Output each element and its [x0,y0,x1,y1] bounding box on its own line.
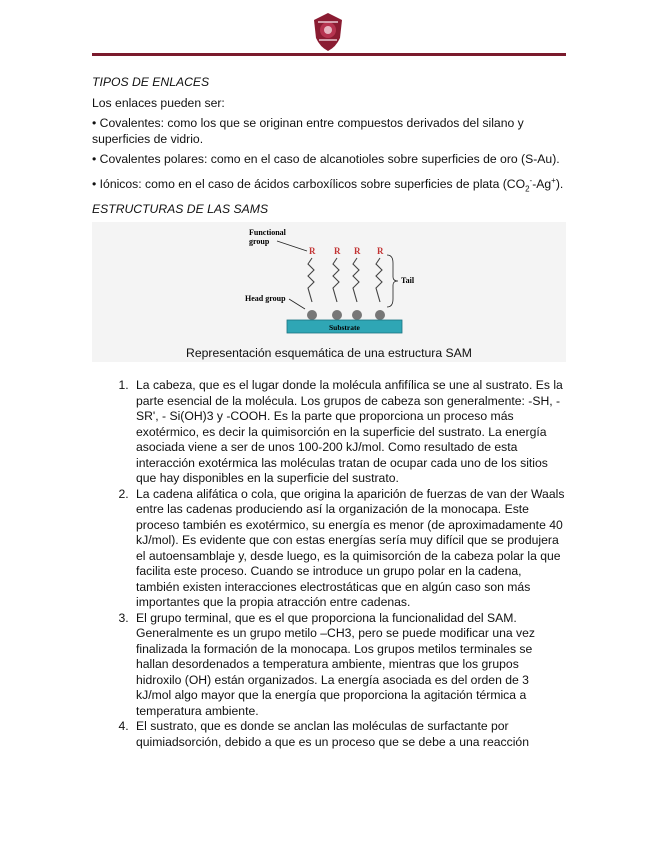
bullet-covalentes-polares: • Covalentes polares: como en el caso de alcanotioles sobre superficies de oro (S-Au). [92,152,560,166]
svg-text:Substrate: Substrate [329,323,360,332]
sam-components-list [92,378,566,750]
svg-text:R: R [334,246,341,256]
university-crest-icon [312,12,344,52]
section-title-estructuras: ESTRUCTURAS DE LAS SAMS [92,201,269,216]
figure-caption: Representación esquemática de una estructura SAM [186,346,472,360]
header-rule [92,53,566,56]
list-item-cadena: 2. La cadena alifática o cola, que origina la aparición de fuerzas de van der Waals entre las cadenas produciendo así la organización de la monocapa. Este proceso también es exotérmico, su energía es menor (de aproximadamente 40 kJ/mol). Es evidente que con estas energías sería muy difícil que se produjera el autoensamblaje y, desde luego, es la quimisorción de la cabeza polar la que facilita este proceso. Cuando se introduce un grupo polar en la cadena, también existen interacciones electrostáticas que en algún caso son más importantes que la propia atracción entre cadenas. [132,487,566,611]
svg-text:Functional: Functional [249,228,286,237]
svg-text:Tail: Tail [401,276,415,285]
list-item-grupo-terminal: 3. El grupo terminal, que es el que proporciona la funcionalidad del SAM. Generalmente es un grupo metilo –CH3, pero se puede modificar una vez finalizada la formación de la monocapa. Los grupos metilos terminales se hallan desordenados a temperatura ambiente, mientras que los grupos hidroxilo (OH) están organizados. La energía asociada es del orden de 3 kJ/mol algo mayor que la energía que proporciona la agitación térmica a temperatura ambiente. [132,611,566,720]
document-body [92,75,566,750]
sam-diagram [237,225,427,337]
section-title-tipos: TIPOS DE ENLACES [92,75,210,89]
svg-text:Head group: Head group [245,294,286,303]
intro-text: Los enlaces pueden ser: [92,95,225,110]
bullet-ionicos: • Iónicos: como en el caso de ácidos carboxílicos sobre superficies de plata $(CO_2^--Ag^+)$. [92,175,564,193]
list-item-cabeza: 1. La cabeza, que es el lugar donde la molécula anfifílica se une al sustrato. Es la parte esencial de la molécula. Los grupos de cabeza son generalmente: -SH, -SR', - Si(OH)3 y -COOH. Es la parte que proporciona un proceso más exotérmico, es decir la quimisorción en la superficie del sustrato. La energía asociada viene a ser de unos 100-200 kJ/mol. Como resultado de esta interacción exotérmica las moléculas tratan de ocupar cada uno de los sitios que hay disponibles en la superficie del sustrato. [132,378,566,487]
sam-figure [92,222,566,362]
svg-text:group: group [249,237,270,246]
bullet-covalentes: • Covalentes: como los que se originan entre compuestos derivados del silano y superficies de vidrio. [92,116,524,146]
svg-text:R: R [309,246,316,256]
svg-text:R: R [377,246,384,256]
svg-text:R: R [354,246,361,256]
list-item-sustrato: 4. El sustrato, que es donde se anclan las moléculas de surfactante por quimiadsorción, debido a que es un proceso que se debe a una reacción [132,719,566,750]
